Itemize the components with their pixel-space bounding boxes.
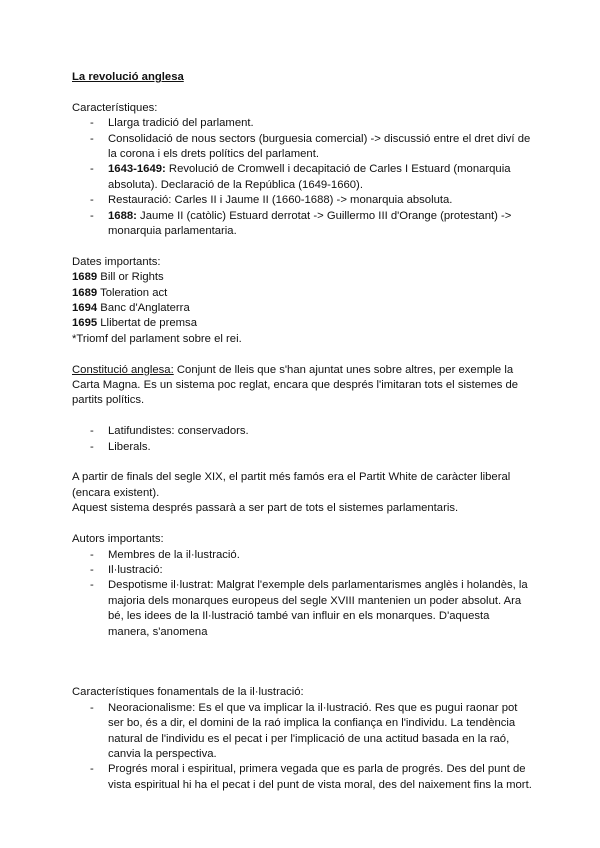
- fonamentals-list: [72, 701, 532, 793]
- list-item: - Latifundistes: conservadors.: [72, 424, 532, 439]
- list-item: - 1688: Jaume II (catòlic) Estuard derrotat -> Guillermo III d'Orange (protestant) -> monarquia parlamentaria.: [72, 209, 532, 240]
- dates-note: *Triomf del parlament sobre el rei.: [72, 332, 242, 345]
- constitucio-paragraph: Constitució anglesa: Conjunt de lleis que s'han ajuntat unes sobre altres, per exemple la Carta Magna. Es un sistema poc reglat, encara que després l'imitaran tots el sistemes de partits polítics.: [72, 363, 519, 407]
- list-item: - Il·lustració:: [72, 563, 532, 578]
- document-body: [72, 70, 532, 793]
- sistema-paragraph: Aquest sistema després passarà a ser part de tots el sistemes parlamentaris.: [72, 502, 459, 515]
- list-item: - Liberals.: [72, 440, 532, 455]
- autors-heading: Autors importants:: [72, 533, 164, 546]
- date-row: 1694 Banc d'Anglaterra: [72, 302, 190, 315]
- autors-list: [72, 548, 532, 640]
- list-item: - Llarga tradició del parlament.: [72, 116, 532, 131]
- partit-paragraph: A partir de finals del segle XIX, el partit més famós era el Partit White de caràcter liberal (encara existent).: [72, 471, 511, 499]
- list-item: - Neoracionalisme: Es el que va implicar la il·lustració. Res que es pugui raonar pot ser bo, és a dir, el domini de la raó implica la confiança en l'individu. La tendència natural de l'individu es el pecat i per l'implicació de una actitud basada en la raó, canvia la perspectiva.: [72, 701, 532, 763]
- list-item: - Membres de la il·lustració.: [72, 548, 532, 563]
- constitucio-list: [72, 424, 532, 455]
- constitucio-label: Constitució anglesa:: [72, 363, 174, 376]
- date-row: 1689 Bill or Rights: [72, 271, 164, 284]
- document-title: La revolució anglesa: [72, 71, 184, 83]
- fonamentals-heading: Característiques fonamentals de la il·lustració:: [72, 686, 304, 699]
- dates-heading: Dates importants:: [72, 255, 161, 268]
- date-row: 1695 Llibertat de premsa: [72, 317, 197, 330]
- list-item: - Consolidació de nous sectors (burguesia comercial) -> discussió entre el dret diví de la corona i els drets polítics del parlament.: [72, 132, 532, 163]
- list-item: - Restauració: Carles II i Jaume II (1660-1688) -> monarquia absoluta.: [72, 193, 532, 208]
- caracteristiques-heading: Característiques:: [72, 101, 158, 114]
- list-item: - 1643-1649: Revolució de Cromwell i decapitació de Carles I Estuard (monarquia absoluta). Declaració de la República (1649-1660).: [72, 162, 532, 193]
- list-item: - Progrés moral i espiritual, primera vegada que es parla de progrés. Des del punt de vista espiritual hi ha el pecat i del punt de vista moral, des del naixement fins la mort.: [72, 762, 532, 793]
- date-row: 1689 Toleration act: [72, 286, 168, 299]
- caracteristiques-list: [72, 116, 532, 239]
- list-item: - Despotisme il·lustrat: Malgrat l'exemple dels parlamentarismes anglès i holandès, la majoria dels monarques europeus del segle XVIII mantenien un poder absolut. Ara bé, les idees de la Il·lustració també van influir en els monarques. D'aquesta manera, s'anomena: [72, 578, 532, 640]
